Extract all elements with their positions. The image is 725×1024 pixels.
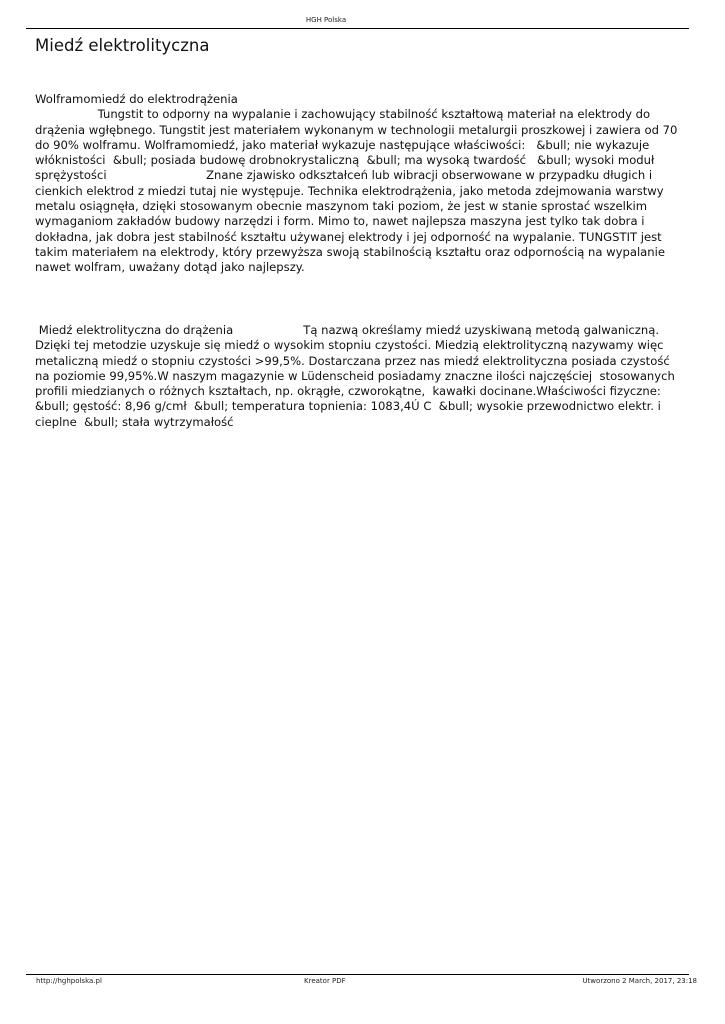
footer-url: http://hghpolska.pl [36, 977, 102, 985]
footer-divider [26, 974, 689, 975]
header-site-name: HGH Polska [305, 16, 347, 24]
footer-created-date: Utworzono 2 March, 2017, 23:18 [582, 977, 697, 985]
section-miedz-elektrolityczna: Miedź elektrolityczna do drążenia Tą nazwą określamy miedź uzyskiwaną metodą galwaniczną. Dzięki tej metodzie uzyskuje się miedź o wysokim stopniu czystości. Miedzią elektrolityczną nazywamy więc metaliczną miedź o stopniu czystości >99,5%. Dostarczana przez nas miedź elektrolityczna posiada czystość na poziomie 99,95%.W naszym magazynie w Lüdenscheid posiadamy znaczne ilości najczęściej stosowanych profili miedzianych o różnych kształtach, np. okrągłe, czworokątne, kawałki docinane.Właściwości fizyczne: &bull; gęstość: 8,96 g/cmł &bull; temperatura topnienia: 1083,4Ú C &bull; wysokie przewodnictwo elektr. i cieplne &bull; stała wytrzymałość [35, 323, 679, 429]
header-divider [26, 28, 689, 29]
section-wolframomiedz: Wolframomiedź do elektrodrążenia Tungstit to odporny na wypalanie i zachowujący stabilność kształtową materiał na elektrody do drążenia wgłębnego. Tungstit jest materiałem wykonanym w technologii metalurgii proszkowej i zawiera od 70 do 90% wolframu. Wolframomiedź, jako materiał wykazuje następujące właściwości: &bull; nie wykazuje włóknistości &bull; posiada budowę drobnokrystaliczną &bull; ma wysoką twardość &bull; wysoki moduł sprężystości Znane zjawisko odkształceń lub wibracji obserwowane w przypadku długich i cienkich elektrod z miedzi tutaj nie występuje. Technika elektrodrążenia, jako metoda zdejmowania warstwy metalu osiągnęła, dzięki stosowanym obecnie maszynom taki poziom, że jest w stanie sprostać wszelkim wymaganiom zakładów budowy narzędzi i form. Mimo to, nawet najlepsza maszyna jest tylko tak dobra i dokładna, jak dobra jest stabilność kształtu używanej elektrody i jej odporność na wypalanie. TUNGSTIT jest takim materiałem na elektrody, który przewyższa swoją stabilnością kształtu oraz odpornością na wypalanie nawet wolfram, uważany dotąd jako najlepszy. [35, 92, 678, 275]
footer-generator: Kreator PDF [304, 977, 346, 985]
document-title: Miedź elektrolityczna [35, 36, 210, 55]
